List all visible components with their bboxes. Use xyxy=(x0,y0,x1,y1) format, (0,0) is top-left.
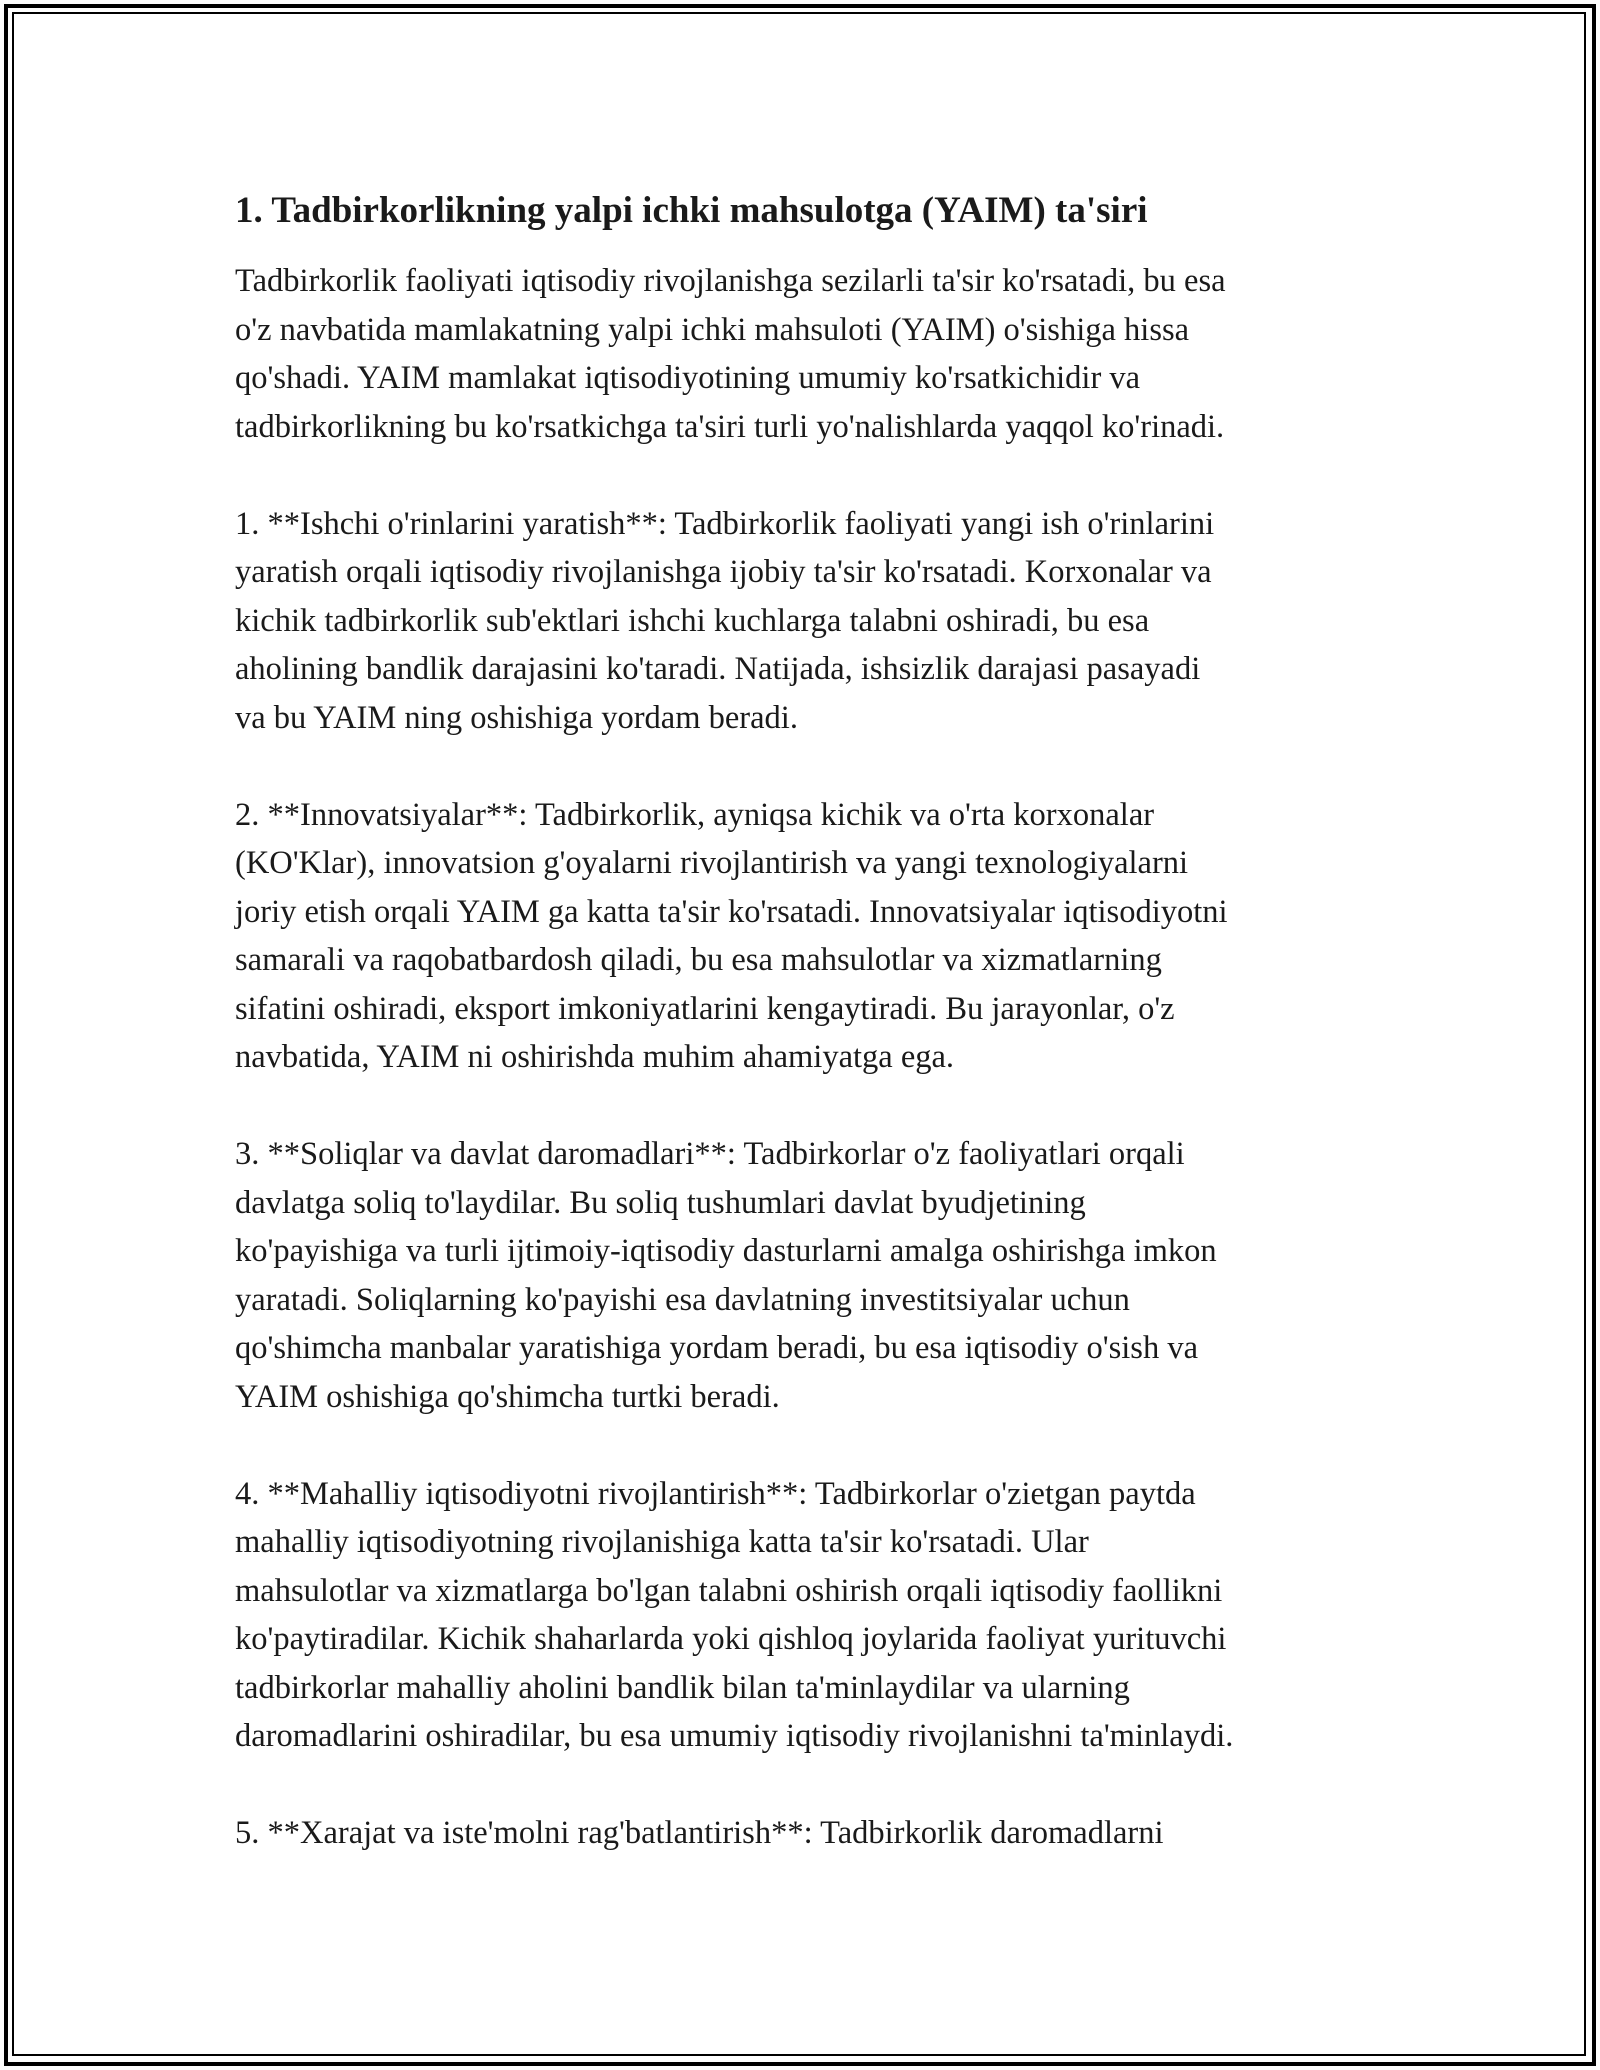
paragraph-line: tadbirkorlikning bu ko'rsatkichga ta'siri turli yo'nalishlarda yaqqol ko'rinadi. xyxy=(235,408,1225,445)
paragraph-line: kichik tadbirkorlik sub'ektlari ishchi kuchlarga talabni oshiradi, bu esa xyxy=(235,602,1150,639)
paragraph-line: Tadbirkorlik faoliyati iqtisodiy rivojlanishga sezilarli ta'sir ko'rsatadi, bu esa xyxy=(235,263,1226,299)
paragraph-line: mahalliy iqtisodiyotning rivojlanishiga katta ta'sir ko'rsatadi. Ular xyxy=(235,1524,1089,1560)
paragraph-line: yaratadi. Soliqlarning ko'payishi esa davlatning investitsiyalar uchun xyxy=(235,1281,1130,1318)
paragraph-line: mahsulotlar va xizmatlarga bo'lgan talabni oshirish orqali iqtisodiy faollikni xyxy=(235,1572,1223,1609)
paragraph-line: 5. **Xarajat va iste'molni rag'batlantirish**: Tadbirkorlik daromadlarni xyxy=(235,1815,1164,1851)
paragraph-line: (KO'Klar), innovatsion g'oyalarni rivojlantirish va yangi texnologiyalarni xyxy=(235,845,1189,881)
paragraph-line: ko'payishiga va turli ijtimoiy-iqtisodiy dasturlarni amalga oshirishga imkon xyxy=(235,1233,1217,1269)
paragraph-line: navbatida, YAIM ni oshirishda muhim ahamiyatga ega. xyxy=(235,1039,955,1075)
section-heading: 1. Tadbirkorlikning yalpi ichki mahsulotga (YAIM) ta'siri xyxy=(235,190,1148,231)
numbered-paragraph-4 xyxy=(235,1470,1375,1761)
numbered-paragraph-5 xyxy=(235,1809,1375,1858)
paragraph-line: YAIM oshishiga qo'shimcha turtki beradi. xyxy=(235,1378,780,1415)
paragraph-list xyxy=(235,257,1375,1858)
paragraph-line: qo'shadi. YAIM mamlakat iqtisodiyotining umumiy ko'rsatkichidir va xyxy=(235,360,1141,396)
paragraph-line: aholining bandlik darajasini ko'taradi. Natijada, ishsizlik darajasi pasayadi xyxy=(235,651,1201,687)
paragraph-line: daromadlarini oshiradilar, bu esa umumiy iqtisodiy rivojlanishni ta'minlaydi. xyxy=(235,1718,1234,1754)
paragraph-line: sifatini oshiradi, eksport imkoniyatlarini kengaytiradi. Bu jarayonlar, o'z xyxy=(235,990,1175,1027)
paragraph-line: yaratish orqali iqtisodiy rivojlanishga ijobiy ta'sir ko'rsatadi. Korxonalar va xyxy=(235,554,1212,590)
paragraph-line: samarali va raqobatbardosh qiladi, bu esa mahsulotlar va xizmatlarning xyxy=(235,942,1162,978)
paragraph-line: 4. **Mahalliy iqtisodiyotni rivojlantirish**: Tadbirkorlar o'zietgan paytda xyxy=(235,1475,1196,1512)
paragraph-line: ko'paytiradilar. Kichik shaharlarda yoki qishloq joylarida faoliyat yurituvchi xyxy=(235,1621,1227,1657)
numbered-paragraph-3 xyxy=(235,1130,1375,1421)
paragraph-line: 3. **Soliqlar va davlat daromadlari**: Tadbirkorlar o'z faoliyatlari orqali xyxy=(235,1136,1185,1172)
paragraph-line: 1. **Ishchi o'rinlarini yaratish**: Tadbirkorlik faoliyati yangi ish o'rinlarini xyxy=(235,505,1215,542)
paragraph-line: o'z navbatida mamlakatning yalpi ichki mahsuloti (YAIM) o'sishiga hissa xyxy=(235,311,1190,348)
numbered-paragraph-1 xyxy=(235,500,1375,743)
paragraph-line: 2. **Innovatsiyalar**: Tadbirkorlik, ayniqsa kichik va o'rta korxonalar xyxy=(235,796,1155,833)
paragraph-line: qo'shimcha manbalar yaratishiga yordam beradi, bu esa iqtisodiy o'sish va xyxy=(235,1330,1199,1366)
paragraph-line: joriy etish orqali YAIM ga katta ta'sir ko'rsatadi. Innovatsiyalar iqtisodiyotni xyxy=(235,893,1228,930)
paragraph-line: tadbirkorlar mahalliy aholini bandlik bilan ta'minlaydilar va ularning xyxy=(235,1669,1130,1706)
intro-paragraph xyxy=(235,257,1375,451)
paragraph-line: davlatga soliq to'laydilar. Bu soliq tushumlari davlat byudjetining xyxy=(235,1184,1086,1221)
numbered-paragraph-2 xyxy=(235,791,1375,1082)
paragraph-line: va bu YAIM ning oshishiga yordam beradi. xyxy=(235,699,798,736)
document-body xyxy=(235,186,1375,1906)
